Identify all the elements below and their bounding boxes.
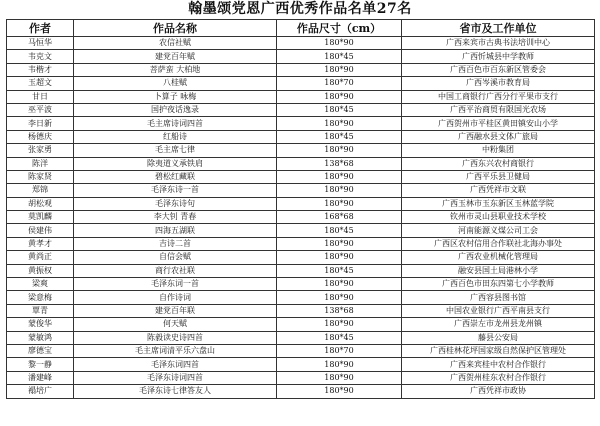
cell-affiliation: 广西平乐县卫健局 (402, 170, 595, 183)
cell-work-title: 建党百年联 (74, 304, 277, 317)
cell-work-size: 180*90 (277, 117, 402, 130)
cell-affiliation: 融安县国土局港林小学 (402, 264, 595, 277)
table-body (7, 37, 595, 399)
cell-affiliation: 广西来宾桂中农村合作银行 (402, 358, 595, 371)
cell-affiliation: 广西融水县文体广旅局 (402, 130, 595, 143)
cell-author: 黄尚正 (7, 251, 74, 264)
cell-affiliation: 广西桂林花坪国家级自然保护区管理处 (402, 344, 595, 357)
cell-author: 韦楷才 (7, 63, 74, 76)
table-row (7, 224, 595, 237)
table-row (7, 371, 595, 384)
cell-work-title: 毛泽东诗词四首 (74, 371, 277, 384)
cell-affiliation: 中粉集团 (402, 144, 595, 157)
cell-work-title: 碧松红藏联 (74, 170, 277, 183)
cell-work-size: 180*45 (277, 130, 402, 143)
page-title: 翰墨颂党恩广西优秀作品名单27名 (188, 1, 412, 17)
table-row (7, 344, 595, 357)
cell-work-size: 180*90 (277, 358, 402, 371)
cell-work-size: 180*45 (277, 103, 402, 116)
cell-work-title: 国护夜话逸录 (74, 103, 277, 116)
cell-author: 廖德宝 (7, 344, 74, 357)
cell-author: 李日新 (7, 117, 74, 130)
cell-author: 玉超文 (7, 77, 74, 90)
cell-work-title: 建党百年赋 (74, 50, 277, 63)
table-row (7, 130, 595, 143)
cell-work-title: 菩萨蛮 大柏地 (74, 63, 277, 76)
cell-work-title: 自作诗词 (74, 291, 277, 304)
cell-work-title: 八桂赋 (74, 77, 277, 90)
cell-work-size: 138*68 (277, 304, 402, 317)
cell-affiliation: 河南能源义煤公司工会 (402, 224, 595, 237)
cell-work-title: 毛泽东词一首 (74, 278, 277, 291)
table-row (7, 211, 595, 224)
cell-affiliation: 中国农业银行广西平南县支行 (402, 304, 595, 317)
cell-author: 张家勇 (7, 144, 74, 157)
cell-author: 黎一静 (7, 358, 74, 371)
winners-table (6, 19, 595, 399)
cell-work-title: 陈毅读史诗四首 (74, 331, 277, 344)
cell-work-size: 180*90 (277, 385, 402, 398)
column-header-work-title: 作品名称 (74, 20, 277, 37)
table-row (7, 170, 595, 183)
cell-author: 杨德庆 (7, 130, 74, 143)
cell-work-size: 180*90 (277, 278, 402, 291)
table-row (7, 197, 595, 210)
cell-work-title: 红船诗 (74, 130, 277, 143)
cell-work-title: 毛泽东诗一首 (74, 184, 277, 197)
cell-work-title: 农信社赋 (74, 37, 277, 50)
cell-work-title: 毛主席七律 (74, 144, 277, 157)
cell-work-size: 180*90 (277, 144, 402, 157)
table-row (7, 318, 595, 331)
cell-work-title: 何天赋 (74, 318, 277, 331)
cell-author: 覃青 (7, 304, 74, 317)
table-row (7, 117, 595, 130)
cell-work-size: 180*90 (277, 371, 402, 384)
table-row (7, 278, 595, 291)
cell-author: 韦克文 (7, 50, 74, 63)
cell-affiliation: 广西东兴农村商银行 (402, 157, 595, 170)
table-row (7, 184, 595, 197)
cell-author: 潘建峰 (7, 371, 74, 384)
cell-work-title: 卜算子 咏梅 (74, 90, 277, 103)
cell-work-size: 180*90 (277, 63, 402, 76)
cell-work-title: 毛泽东诗句 (74, 197, 277, 210)
cell-affiliation: 广西凭祥市文联 (402, 184, 595, 197)
cell-work-size: 180*90 (277, 197, 402, 210)
cell-affiliation: 广西玉林市玉东新区玉林蓝学院 (402, 197, 595, 210)
cell-work-size: 180*45 (277, 264, 402, 277)
table-row (7, 291, 595, 304)
cell-work-title: 自信会赋 (74, 251, 277, 264)
cell-author: 黄振权 (7, 264, 74, 277)
cell-affiliation: 广西百色市田东四第七小学教师 (402, 278, 595, 291)
cell-affiliation: 广西贺州桂东农村合作银行 (402, 371, 595, 384)
table-row (7, 50, 595, 63)
cell-author: 巫平波 (7, 103, 74, 116)
cell-work-size: 180*70 (277, 344, 402, 357)
table-row (7, 331, 595, 344)
cell-work-title: 毛主席词清平乐六盘山 (74, 344, 277, 357)
table-row (7, 385, 595, 398)
cell-work-size: 180*90 (277, 37, 402, 50)
cell-author: 蒙俊华 (7, 318, 74, 331)
cell-work-title: 吉诗二首 (74, 237, 277, 250)
cell-affiliation: 钦州市灵山县职业技术学校 (402, 211, 595, 224)
cell-author: 胡松观 (7, 197, 74, 210)
cell-author: 侯建伟 (7, 224, 74, 237)
cell-affiliation: 广西区农村信用合作联社北海办事处 (402, 237, 595, 250)
cell-work-title: 毛泽东词四首 (74, 358, 277, 371)
cell-author: 陈洋 (7, 157, 74, 170)
cell-affiliation: 广西平治商贸有限国光农场 (402, 103, 595, 116)
cell-affiliation: 广西凭祥市政协 (402, 385, 595, 398)
table-row (7, 37, 595, 50)
cell-author: 蒙敏鸿 (7, 331, 74, 344)
cell-author: 马恒华 (7, 37, 74, 50)
cell-affiliation: 藤县公安局 (402, 331, 595, 344)
cell-work-title: 四海五湖联 (74, 224, 277, 237)
column-header-affiliation: 省市及工作单位 (402, 20, 595, 37)
table-row (7, 90, 595, 103)
table-row (7, 103, 595, 116)
cell-work-size: 180*90 (277, 170, 402, 183)
cell-work-size: 180*45 (277, 50, 402, 63)
cell-work-title: 李大钊 青春 (74, 211, 277, 224)
cell-affiliation: 广西岑溪市教育局 (402, 77, 595, 90)
cell-affiliation: 广西来宾市古典书法培训中心 (402, 37, 595, 50)
cell-affiliation: 广西忻城县中学教师 (402, 50, 595, 63)
table-row (7, 264, 595, 277)
table-row (7, 251, 595, 264)
cell-work-size: 180*90 (277, 90, 402, 103)
cell-affiliation: 广西贺州市平桂区黄田镇安山小学 (402, 117, 595, 130)
cell-author: 褟培广 (7, 385, 74, 398)
cell-affiliation: 广西容县图书馆 (402, 291, 595, 304)
table-row (7, 358, 595, 371)
table-row (7, 77, 595, 90)
cell-work-size: 180*45 (277, 331, 402, 344)
cell-work-title: 商行农社联 (74, 264, 277, 277)
cell-affiliation: 广西崇左市龙州县龙州镇 (402, 318, 595, 331)
cell-work-size: 180*45 (277, 224, 402, 237)
cell-work-size: 180*90 (277, 237, 402, 250)
cell-work-size: 180*90 (277, 184, 402, 197)
cell-work-size: 180*90 (277, 318, 402, 331)
table-row (7, 237, 595, 250)
column-header-author: 作者 (7, 20, 74, 37)
cell-author: 甘日 (7, 90, 74, 103)
cell-author: 莫凯麟 (7, 211, 74, 224)
table-header-row (7, 20, 595, 37)
table-row (7, 304, 595, 317)
table-row (7, 157, 595, 170)
column-header-work-size: 作品尺寸（cm） (277, 20, 402, 37)
cell-work-size: 138*68 (277, 157, 402, 170)
cell-work-size: 180*90 (277, 291, 402, 304)
cell-affiliation: 广西百色市百东新区管委会 (402, 63, 595, 76)
table-row (7, 63, 595, 76)
cell-work-title: 除夷道义承铁肩 (74, 157, 277, 170)
table-row (7, 144, 595, 157)
cell-work-size: 168*68 (277, 211, 402, 224)
cell-work-size: 180*90 (277, 251, 402, 264)
cell-work-title: 毛泽东诗七律答友人 (74, 385, 277, 398)
cell-work-size: 180*70 (277, 77, 402, 90)
cell-author: 梁爽 (7, 278, 74, 291)
cell-affiliation: 中国工商银行广西分行平果市支行 (402, 90, 595, 103)
cell-work-title: 毛主席诗词四首 (74, 117, 277, 130)
cell-affiliation: 广西农业机械化管理局 (402, 251, 595, 264)
cell-author: 陈家贤 (7, 170, 74, 183)
cell-author: 梁意梅 (7, 291, 74, 304)
cell-author: 黄孝才 (7, 237, 74, 250)
cell-author: 郑锦 (7, 184, 74, 197)
